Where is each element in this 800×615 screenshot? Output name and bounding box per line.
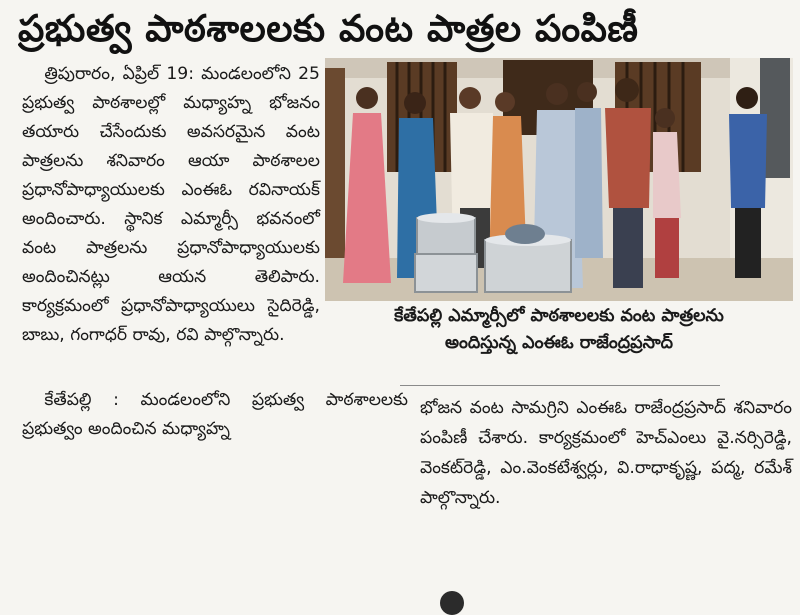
- dateline: త్రిపురారం, ఏప్రిల్ 19:: [44, 64, 194, 84]
- paragraph-2: కేతేపల్లి : మండలంలోని ప్రభుత్వ పాఠశాలలకు ప్రభుత్వం అందించిన మధ్యాహ్న: [22, 390, 408, 439]
- photo-caption-line-2: అందిస్తున్న ఎంఈఓ రాజేంద్రప్రసాద్: [445, 333, 673, 353]
- news-photo: [325, 58, 793, 301]
- article-body-part-1: [22, 60, 320, 350]
- caption-divider: [400, 385, 720, 386]
- page-edge-mark: [440, 591, 464, 615]
- photo-caption-line-1: కేతేపల్లి ఎమ్మార్సీలో పాఠశాలలకు వంట పాత్రలను: [394, 306, 724, 326]
- news-photo-illustration: [325, 58, 793, 301]
- photo-caption: [325, 303, 793, 357]
- paragraph-1: మండలంలోని 25 ప్రభుత్వ పాఠశాలల్లో మధ్యాహ్న భోజనం తయారు చేసేందుకు అవసరమైన వంట పాత్రలను శనివారం ఆయా పాఠశాలల ప్రధానోపాధ్యాయులకు ఎంఈఓ రవినాయక్ అందించారు. స్థానిక ఎమ్మార్సీ భవనంలో వంట పాత్రలను ప్రధానోపాధ్యాయులకు అందించినట్లు ఆయన తెలిపారు. కార్యక్రమంలో ప్రధానోపాధ్యాయులు సైదిరెడ్డి, బాబు, గంగాధర్ రావు, రవి పాల్గొన్నారు.: [22, 64, 320, 345]
- right-column: [420, 393, 792, 513]
- left-column-continued: [22, 386, 408, 444]
- headline: ప్రభుత్వ పాఠశాలలకు వంట పాత్రల పంపిణీ: [18, 7, 639, 50]
- right-column-paragraph: భోజన వంట సామగ్రిని ఎంఈఓ రాజేంద్రప్రసాద్ శనివారం పంపిణీ చేశారు. కార్యక్రమంలో హెచ్ఎంలు వై.నర్సిరెడ్డి, వెంకట్‌రెడ్డి, ఎం.వెంకటేశ్వర్లు, వి.రాధాకృష్ణ, పద్మ, రమేశ్ పాల్గొన్నారు.: [420, 398, 792, 508]
- left-column: [22, 60, 320, 350]
